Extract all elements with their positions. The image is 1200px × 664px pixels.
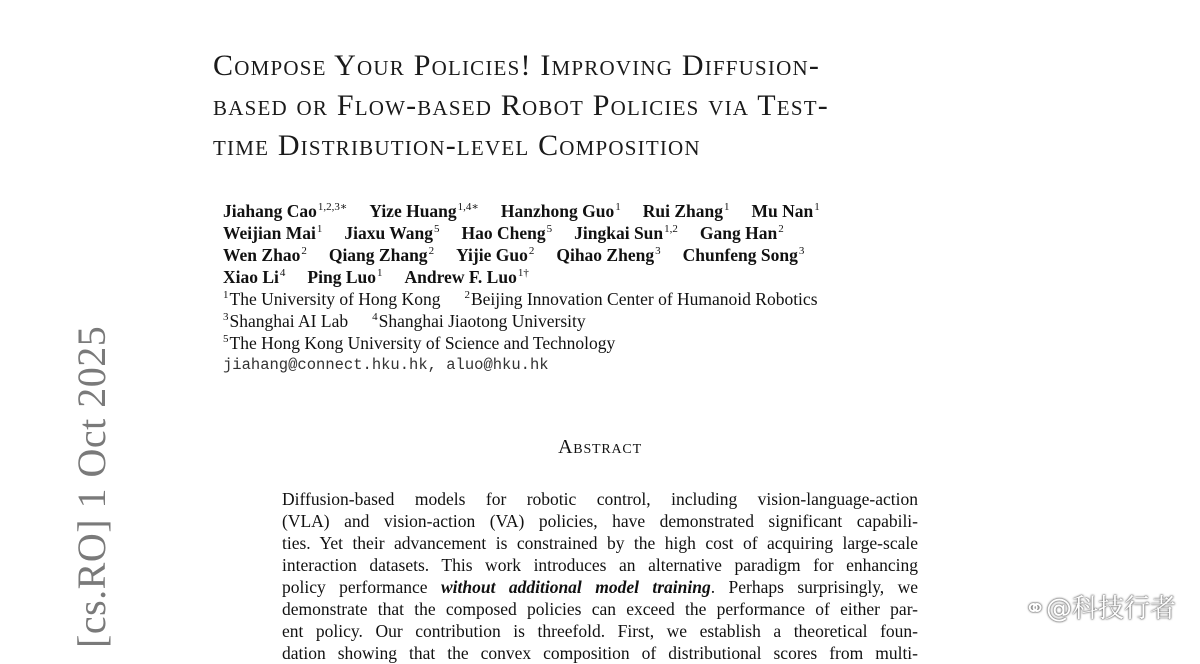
abstract-line: interaction datasets. This work introduces an alternative paradigm for enhancing	[282, 555, 918, 575]
author-affiliation-mark: 5	[434, 223, 440, 235]
abstract-text-segment: . Perhaps surprisingly, we	[710, 577, 919, 597]
author-affiliation-mark: 3	[655, 245, 661, 257]
author-name-text: Rui Zhang	[642, 201, 723, 221]
author-row	[223, 200, 983, 222]
author-name-text: Jiahang Cao	[223, 201, 317, 221]
author-name	[223, 201, 347, 221]
affiliation	[223, 333, 615, 353]
author-name	[223, 245, 307, 265]
affiliation-number: 3	[223, 311, 229, 323]
author-name	[223, 267, 285, 287]
author-name	[751, 201, 819, 221]
author-affiliation-mark: 1,2	[664, 223, 678, 235]
author-name	[462, 223, 553, 243]
source-watermark: ⚭@科技行者	[1024, 594, 1176, 624]
affiliation-row	[223, 310, 983, 332]
author-name	[700, 223, 784, 243]
author-name-text: Yize Huang	[369, 201, 457, 221]
abstract-line: (VLA) and vision-action (VA) policies, have demonstrated significant capabili-	[282, 511, 918, 531]
author-name	[344, 223, 439, 243]
author-affiliation-mark: 1,4∗	[457, 201, 479, 213]
arxiv-identifier-stamp: [cs.RO] 1 Oct 2025	[69, 325, 114, 648]
author-affiliation-mark: 1,2,3∗	[317, 201, 348, 213]
author-name-text: Andrew F. Luo	[404, 267, 517, 287]
author-affiliation-mark: 1	[615, 201, 621, 213]
affiliation-name: Shanghai Jiaotong University	[378, 311, 586, 331]
author-list	[223, 200, 983, 288]
author-name-text: Weijian Mai	[223, 223, 316, 243]
author-affiliation-mark: 2	[528, 245, 535, 257]
author-name-text: Jiaxu Wang	[344, 223, 434, 243]
author-name-text: Jingkai Sun	[574, 223, 664, 243]
abstract-line: ent policy. Our contribution is threefold. First, we establish a theoretical foun-	[282, 621, 918, 641]
author-affiliation-mark: 2	[778, 223, 784, 235]
author-affiliation-mark: 1	[814, 201, 820, 213]
author-row	[223, 244, 983, 266]
affiliation-row	[223, 332, 983, 354]
affiliation-number: 5	[223, 333, 229, 345]
contact-emails[interactable]: jiahang@connect.hku.hk, aluo@hku.hk	[223, 356, 549, 374]
author-name-text: Ping Luo	[307, 267, 376, 287]
abstract-line: dation showing that the convex composition of distributional scores from multi-	[282, 643, 918, 663]
author-name	[683, 245, 805, 265]
author-name	[574, 223, 678, 243]
author-name-text: Gang Han	[699, 223, 778, 243]
abstract-heading: Abstract	[558, 436, 642, 458]
author-name-text: Yijie Guo	[456, 245, 528, 265]
affiliation-name: Beijing Innovation Center of Humanoid Robotics	[470, 289, 818, 309]
author-name	[369, 201, 479, 221]
affiliation-number: 4	[372, 311, 378, 323]
author-name-text: Hanzhong Guo	[500, 201, 615, 221]
affiliation	[464, 289, 817, 309]
affiliation-list	[223, 288, 983, 354]
author-affiliation-mark: 2	[428, 245, 435, 257]
abstract-line: Diffusion-based models for robotic control, including vision-language-action	[282, 489, 918, 509]
author-name	[329, 245, 434, 265]
affiliation-name: The University of Hong Kong	[229, 289, 441, 309]
affiliation-number: 2	[464, 289, 470, 301]
author-name-text: Hao Cheng	[461, 223, 546, 243]
author-affiliation-mark: 1	[723, 201, 730, 213]
affiliation	[223, 289, 440, 309]
affiliation-number: 1	[223, 289, 229, 301]
paper-title	[213, 46, 1003, 166]
author-name-text: Qiang Zhang	[328, 245, 428, 265]
author-affiliation-mark: 1	[316, 223, 323, 235]
author-name	[223, 223, 322, 243]
author-affiliation-mark: 4	[279, 267, 286, 279]
author-name	[556, 245, 660, 265]
author-name-text: Qihao Zheng	[556, 245, 655, 265]
author-affiliation-mark: 1†	[517, 267, 529, 279]
author-affiliation-mark: 2	[301, 245, 307, 257]
author-name	[405, 267, 529, 287]
author-row	[223, 222, 983, 244]
abstract-text-segment: policy performance	[282, 577, 441, 597]
author-name-text: Wen Zhao	[223, 245, 301, 265]
title-line: time Distribution-level Composition	[213, 129, 701, 162]
abstract-line: demonstrate that the composed policies can exceed the performance of either par-	[282, 599, 918, 619]
abstract-emphasis: without additional model training	[440, 577, 711, 597]
affiliation	[223, 311, 348, 331]
author-name-text: Mu Nan	[751, 201, 814, 221]
affiliation-name: Shanghai AI Lab	[229, 311, 349, 331]
affiliation-name: The Hong Kong University of Science and Technology	[229, 333, 616, 353]
author-name-text: Xiao Li	[223, 267, 279, 287]
affiliation-row	[223, 288, 983, 310]
author-name	[307, 267, 382, 287]
author-row	[223, 266, 983, 288]
author-name-text: Chunfeng Song	[682, 245, 798, 265]
abstract-line	[282, 576, 918, 598]
abstract-text	[282, 488, 918, 664]
title-line: based or Flow-based Robot Policies via Test-	[213, 89, 829, 122]
author-block	[223, 200, 983, 376]
title-line: Compose Your Policies! Improving Diffusion-	[213, 49, 821, 82]
author-affiliation-mark: 5	[546, 223, 553, 235]
author-name	[501, 201, 621, 221]
author-name	[643, 201, 730, 221]
abstract-line: ties. Yet their advancement is constrained by the high cost of acquiring large-scale	[282, 533, 918, 553]
author-name	[456, 245, 534, 265]
affiliation	[372, 311, 586, 331]
author-affiliation-mark: 3	[798, 245, 805, 257]
author-affiliation-mark: 1	[377, 267, 383, 279]
